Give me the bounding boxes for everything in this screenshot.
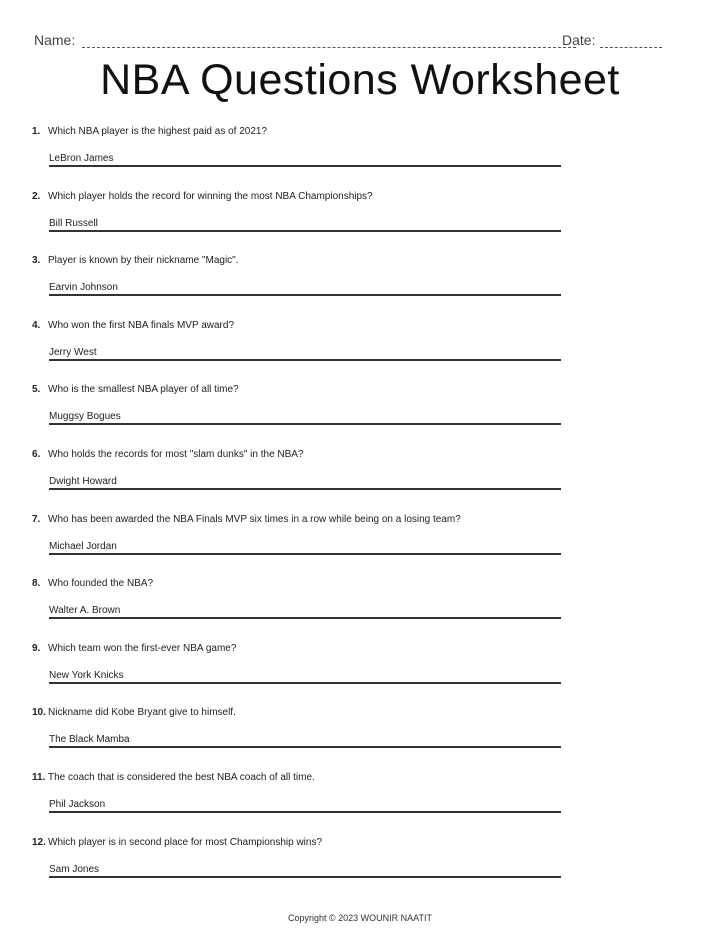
answer-text: Earvin Johnson: [49, 282, 118, 294]
answer-line[interactable]: [49, 553, 561, 555]
answer-line[interactable]: [49, 359, 561, 361]
question-text: Who has been awarded the NBA Finals MVP six times in a row while being on a losing team?: [48, 513, 461, 525]
date-field[interactable]: [600, 47, 662, 48]
answer-text: Dwight Howard: [49, 476, 117, 487]
question-item: [32, 837, 572, 897]
question-text: Who won the first NBA finals MVP award?: [48, 319, 235, 331]
page-title: NBA Questions Worksheet: [100, 56, 620, 104]
question-text: Who founded the NBA?: [48, 578, 154, 590]
answer-line[interactable]: [49, 617, 561, 619]
question-item: [32, 320, 572, 380]
question-text: Nickname did Kobe Bryant give to himself.: [48, 707, 236, 719]
question-text: Player is known by their nickname "Magic".: [48, 255, 239, 267]
question-text: Who holds the records for most "slam dunks" in the NBA?: [48, 449, 304, 460]
answer-line[interactable]: [49, 876, 561, 878]
question-item: [32, 578, 572, 638]
name-field[interactable]: [82, 47, 576, 48]
question-number: 1.: [32, 126, 41, 137]
date-label: Date:: [562, 32, 596, 48]
answer-line[interactable]: [49, 165, 561, 167]
answer-line[interactable]: [49, 682, 561, 684]
question-text: The coach that is considered the best NBA coach of all time.: [48, 772, 315, 783]
answer-text: Michael Jordan: [49, 540, 117, 552]
question-text: Which team won the first-ever NBA game?: [48, 642, 237, 654]
answer-line[interactable]: [49, 423, 561, 425]
question-number: 10.: [32, 707, 46, 719]
question-item: [32, 643, 572, 703]
name-label: Name:: [34, 32, 76, 48]
question-number: 7.: [32, 513, 41, 525]
question-item: [32, 772, 572, 832]
question-number: 9.: [32, 642, 41, 654]
question-text: Which player holds the record for winning the most NBA Championships?: [48, 190, 373, 202]
question-number: 3.: [32, 255, 41, 267]
question-text: Which player is in second place for most Championship wins?: [48, 836, 323, 848]
question-item: [32, 514, 572, 574]
answer-line[interactable]: [49, 294, 561, 296]
question-number: 12.: [32, 836, 46, 848]
header: [34, 32, 670, 52]
question-number: 4.: [32, 319, 41, 331]
answer-text: LeBron James: [49, 153, 114, 164]
answer-text: Sam Jones: [49, 863, 100, 875]
answer-text: Muggsy Bogues: [49, 411, 121, 423]
question-item: [32, 384, 572, 444]
question-number: 11.: [32, 772, 46, 783]
question-number: 8.: [32, 578, 41, 590]
question-text: Who is the smallest NBA player of all time?: [48, 384, 239, 396]
question-number: 5.: [32, 384, 41, 396]
answer-text: Walter A. Brown: [49, 605, 121, 617]
question-item: [32, 707, 572, 767]
question-number: 2.: [32, 190, 41, 202]
question-item: [32, 126, 572, 186]
answer-line[interactable]: [49, 811, 561, 813]
question-item: [32, 191, 572, 251]
question-item: [32, 449, 572, 509]
question-text: Which NBA player is the highest paid as of 2021?: [48, 126, 268, 137]
question-number: 6.: [32, 449, 41, 460]
copyright: Copyright © 2023 WOUNIR NAATIT: [288, 913, 432, 923]
answer-text: New York Knicks: [49, 669, 124, 681]
answer-line[interactable]: [49, 488, 561, 490]
answer-line[interactable]: [49, 746, 561, 748]
question-item: [32, 255, 572, 315]
answer-line[interactable]: [49, 230, 561, 232]
answer-text: Phil Jackson: [49, 799, 106, 810]
answer-text: Jerry West: [49, 346, 97, 358]
answer-text: The Black Mamba: [49, 734, 130, 746]
answer-text: Bill Russell: [49, 217, 98, 229]
